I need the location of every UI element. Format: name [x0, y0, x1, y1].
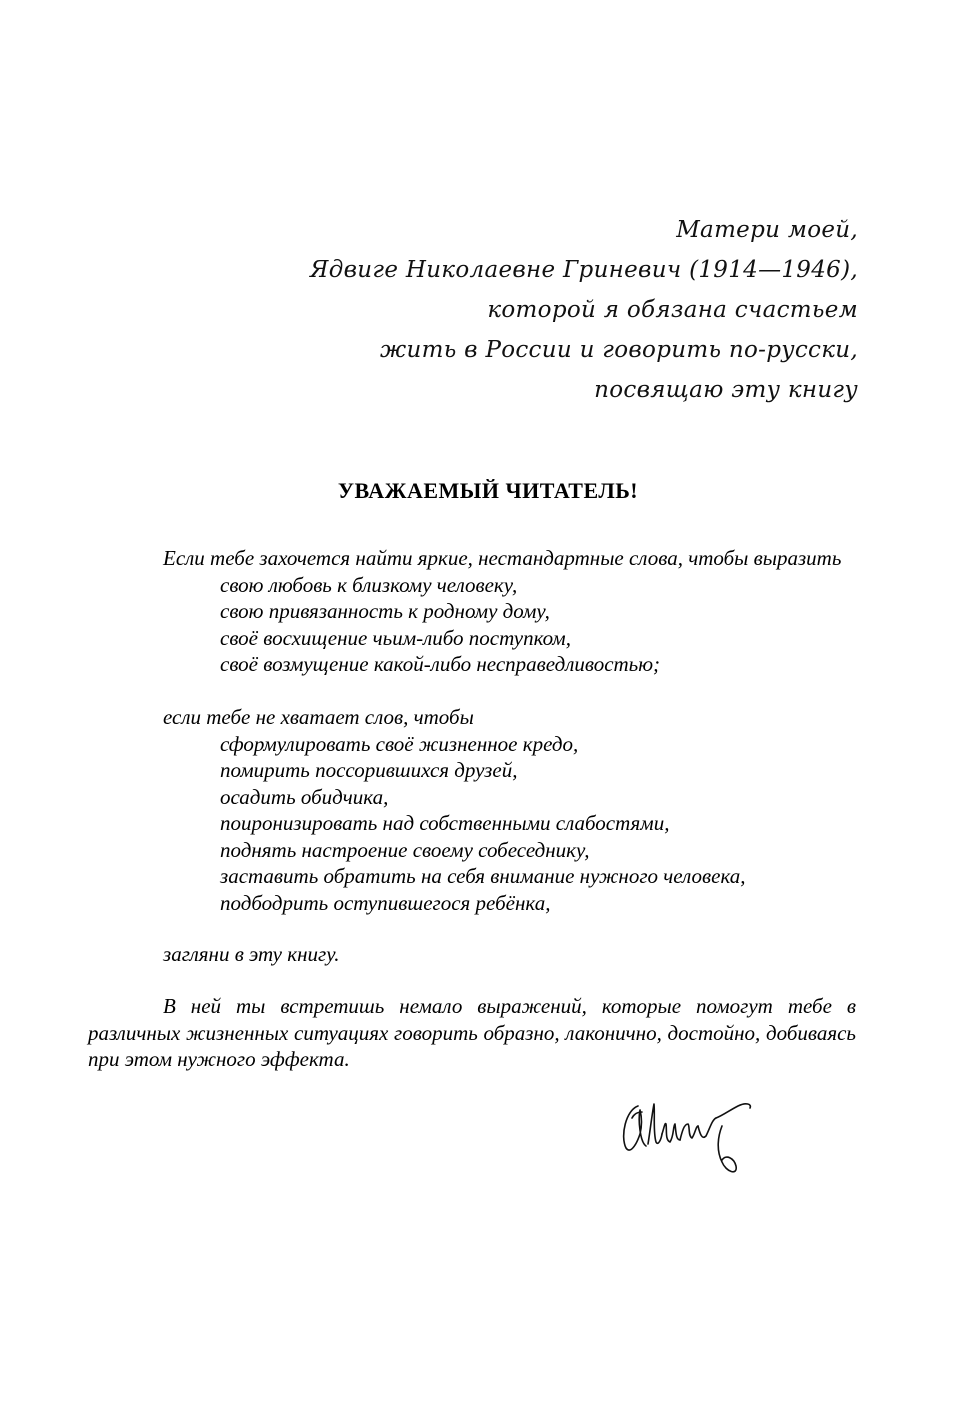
dedication-line: жить в России и говорить по-русски, [380, 337, 858, 363]
dedication-line: Ядвиге Николаевне Гриневич (1914—1946), [309, 257, 858, 283]
list-item: свою привязанность к родному дому, [220, 599, 550, 623]
dedication-line: которой я обязана счастьем [487, 297, 858, 323]
list-item: своё возмущение какой-либо несправедливостью; [220, 652, 661, 676]
list-item: осадить обидчика, [220, 784, 389, 809]
list-item: заставить обратить на себя внимание нужного человека, [220, 864, 746, 888]
list-item: поднять настроение своему собеседнику, [220, 837, 590, 862]
paragraph-wishes [163, 545, 841, 678]
list-item: поиронизировать над собственными слабостями, [220, 811, 670, 835]
page-title: УВАЖАЕМЫЙ ЧИТАТЕЛЬ! [337, 478, 639, 503]
list-item: свою любовь к близкому человеку, [220, 572, 518, 597]
list-item: сформулировать своё жизненное кредо, [220, 731, 579, 756]
dedication-line: Матери моей, [676, 217, 858, 243]
invitation-line: загляни в эту книгу. [163, 942, 340, 966]
dedication-line: посвящаю эту книгу [594, 377, 858, 403]
paragraph-lead: Если тебе захочется найти яркие, нестандартные слова, чтобы выразить [163, 546, 842, 570]
author-signature [618, 1096, 758, 1180]
paragraph-lead: если тебе не хватает слов, чтобы [163, 705, 474, 729]
list-item: своё восхищение чьим-либо поступком, [220, 625, 571, 650]
dedication [310, 210, 858, 410]
paragraph-needs [163, 704, 746, 916]
list-item: помирить поссорившихся друзей, [220, 758, 518, 782]
list-item: подбодрить оступившегося ребёнка, [220, 890, 551, 915]
closing-paragraph: В ней ты встретишь немало выражений, которые помогут тебе в различных жизненных ситуациях говорить образно, лаконично, достойно, добиваясь при этом нужного эффекта. [88, 994, 856, 1071]
